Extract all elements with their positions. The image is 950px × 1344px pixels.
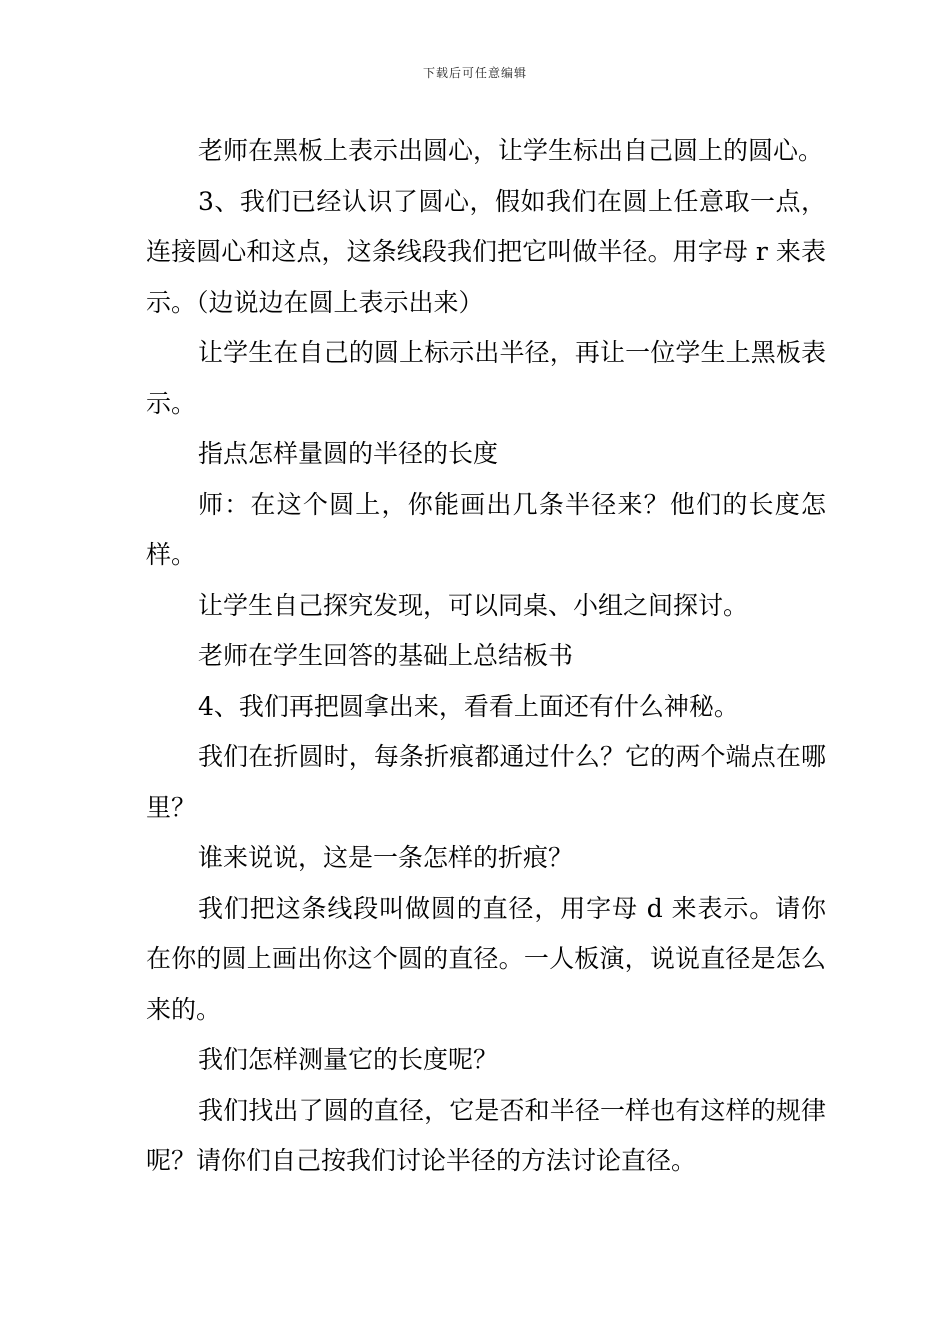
paragraph-9: 我们在折圆时，每条折痕都通过什么？它的两个端点在哪里？ bbox=[146, 742, 826, 822]
page-header-note: 下载后可任意编辑 bbox=[422, 66, 527, 80]
paragraph-3: 让学生在自己的圆上标示出半径，再让一位学生上黑板表示。 bbox=[146, 338, 826, 418]
paragraph-8: 4、我们再把圆拿出来，看看上面还有什么神秘。 bbox=[198, 691, 739, 721]
paragraph-10: 谁来说说，这是一条怎样的折痕？ bbox=[198, 843, 574, 872]
paragraph-5: 师：在这个圆上，你能画出几条半径来？他们的长度怎样。 bbox=[146, 489, 826, 569]
paragraph-7: 老师在学生回答的基础上总结板书 bbox=[198, 641, 574, 670]
paragraph-13: 我们找出了圆的直径，它是否和半径一样也有这样的规律呢？请你们自己按我们讨论半径的方法讨论直径。 bbox=[146, 1095, 826, 1175]
paragraph-4: 指点怎样量圆的半径的长度 bbox=[198, 439, 499, 468]
paragraph-1: 老师在黑板上表示出圆心，让学生标出自己圆上的圆心。 bbox=[198, 136, 824, 165]
paragraph-6: 让学生自己探究发现，可以同桌、小组之间探讨。 bbox=[198, 590, 749, 620]
document-body bbox=[146, 126, 826, 1187]
paragraph-11: 我们把这条线段叫做圆的直径，用字母 d 来表示。请你在你的圆上画出你这个圆的直径。一人板演，说说直径是怎么来的。 bbox=[146, 893, 826, 1024]
paragraph-12: 我们怎样测量它的长度呢？ bbox=[198, 1045, 499, 1074]
paragraph-2: 3、我们已经认识了圆心，假如我们在圆上任意取一点，连接圆心和这点，这条线段我们把它叫做半径。用字母 r 来表示。（边说边在圆上表示出来） bbox=[146, 186, 826, 317]
